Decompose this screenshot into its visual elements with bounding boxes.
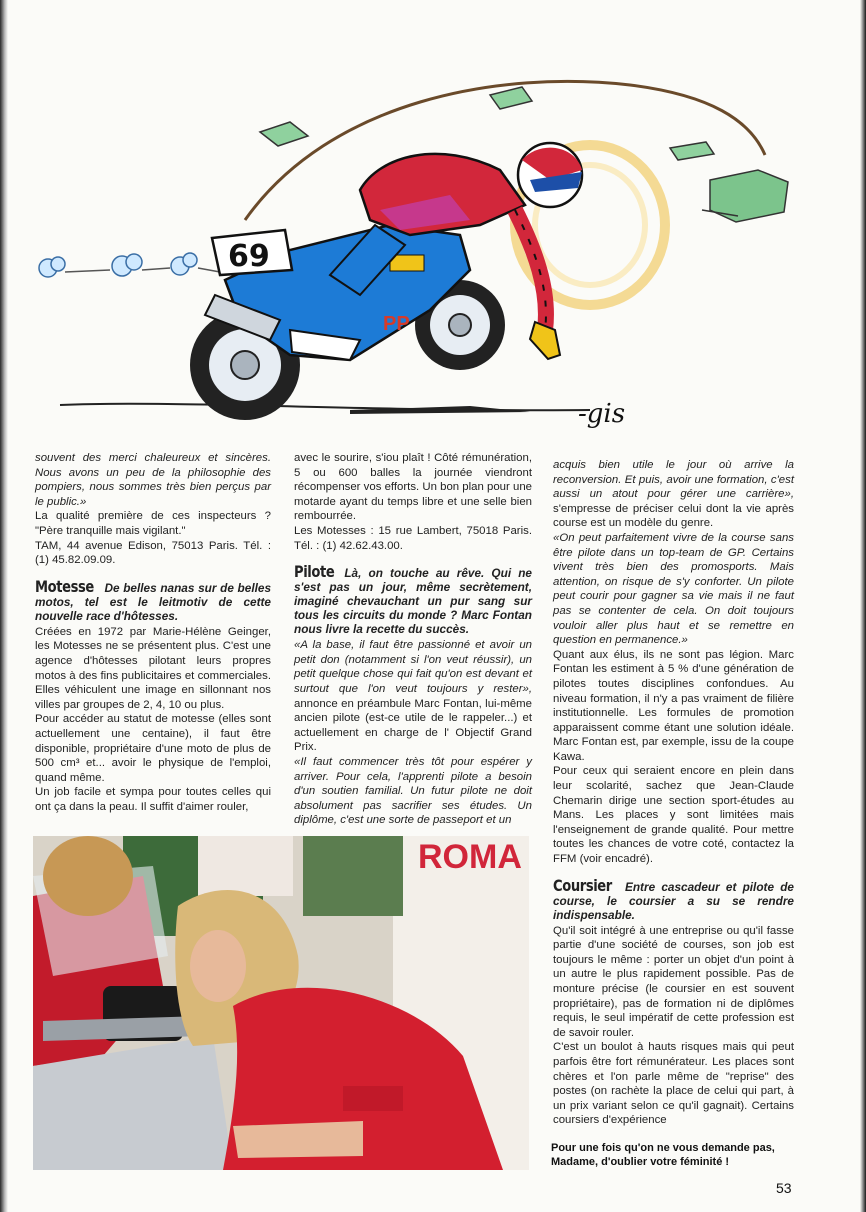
col2-attribution-1: annonce en préambule Marc Fontan, lui-même ancien pilote (est-ce utile de le rappeler...) et actuellement en charge de l' Objectif Grand Prix. [294,697,532,754]
svg-text:PP: PP [383,313,410,335]
photo-banner-text: ROMA [418,838,522,876]
col1-paragraph-2: La qualité première de ces inspecteurs ? "Père tranquille mais vigilant." [35,510,271,537]
col2-quote-1: «A la base, il faut être passionné et avoir un petit don (notamment si l'on veut réussir), un petit quelque chose qui fait qu'on est devant et surtout que l'on veut toujours y rester», [294,639,532,695]
column-3 [553,458,794,1128]
artist-signature: -gis [578,399,626,429]
heading-keyword-pilote: Pilote [294,562,335,582]
col1-paragraph-5: Pour accéder au statut de motesse (elles sont actuellement une centaine), il faut être disponible, propriétaire d'une moto de plus de 500 cm³ et... avoir le physique de l'emploi, quand même. [35,713,271,784]
section-heading-coursier [553,875,794,922]
col2-paragraph-1: avec le sourire, s'iou plaît ! Côté rémunération, 5 ou 600 balles la journée viendront récompenser vos efforts. Un bon plan pour une motarde ayant du temps libre et une selle bien rembourrée. [294,452,532,523]
glove [530,322,560,359]
page-spine-shadow [0,0,8,1212]
page-number: 53 [776,1180,792,1196]
photo-rendering [33,836,529,1170]
heading-intro-coursier: Entre cascadeur et pilote de course, le coursier a su se rendre indispensable. [553,879,794,922]
number-plate [212,230,292,275]
col3-paragraph-3: Quant aux élus, ils ne sont pas légion. Marc Fontan les estiment à 5 % d'une génération de pilotes toutes disciplines confondues. Au niveau formation, il n'y a pas vraiment de filière institutionnelle. Les formules de promotion apparaissent comme étant une solution idéale. Marc Fontan est, par exemple, issu de la coupe Kawa. [553,648,794,763]
col3-paragraph-6: C'est un boulot à hauts risques mais qui peut parfois être fort rémunérateur. Les places sont chères et l'on parle même de "reprise" des postes (on rachète la place de celui qui part, à un prix variant selon ce qu'il gagnait). Certains coursiers d'expérience [553,1041,794,1127]
col3-attribution: s'empresse de préciser celui dont la vie après course est un modèle du genre. [553,502,794,530]
bike-number: 69 [228,239,270,274]
photo-woman-with-motorcycle [33,836,529,1170]
col3-quote-2: «On peut parfaitement vivre de la course sans être pilote dans un top-team de GP. Certains vivent très bien des promosports. Mais attention, on risque de s'y conforter. Un pilote peut courir pour gagner sa vie mais il ne faut pas se contenter de cela. On doit toujours vouloir aller plus haut et se remettre en question en permanence.» [553,531,794,647]
motorcycle-cartoon-illustration [30,60,820,440]
column-1 [35,451,271,814]
col1-paragraph-1: souvent des merci chaleureux et sincères. Nous avons un peu de la philosophie des pompiers, nous sommes très bien perçus par le public.» [35,452,271,508]
helmet [518,143,582,207]
column-2 [294,451,532,828]
col1-paragraph-6: Un job facile et sympa pour toutes celles qui ont ça dans la peau. Il suffit d'aimer rouler, [35,786,271,813]
heading-keyword-coursier: Coursier [553,875,612,895]
col1-contact-tam: TAM, 44 avenue Edison, 75013 Paris. Tél. : (1) 45.82.09.09. [35,539,271,567]
heading-intro-pilote: Là, on touche au rêve. Qui ne s'est pas un jour, même secrètement, imaginé chevauchant un pur sang sur tous les circuits du monde ? Marc Fontan nous livre la recette du succès. [294,566,532,637]
col2-quote-2: «Il faut commencer très tôt pour espérer y arriver. Pour cela, l'apprenti pilote a besoin d'un soutien familial. Un futur pilote ne doit absolument pas sacrifier ses études. Un diplôme, c'est une sorte de passeport et un [294,755,532,827]
section-heading-pilote [294,562,532,637]
col3-quote-end: acquis bien utile le jour où arrive la reconversion. Et puis, avoir une formation, c'est aussi un atout pour gérer une carrière», [553,459,794,501]
heading-intro-motesse: De belles nanas sur de belles motos, tel est le leitmotiv de cette nouvelle race d'hôtesses. [35,580,271,623]
col1-paragraph-4: Créées en 1972 par Marie-Hélène Geinger, les Motesses ne se présentent plus. C'est une agence d'hôtesses pilotant leurs propres motos à des fins publicitaires et commerciales. Elles véhiculent une image en sillonnant nos villes par groupes de 2, 4, 10 ou plus. [35,625,271,711]
heading-keyword-motesse: Motesse [35,576,94,596]
col3-paragraph-1 [553,458,794,531]
photo-caption: Pour une fois qu'on ne vous demande pas, Madame, d'oublier votre féminité ! [551,1142,775,1168]
col2-paragraph-3 [294,638,532,755]
page-edge-shadow [860,0,866,1212]
col3-paragraph-4: Pour ceux qui seraient encore en plein dans leur scolarité, sachez que Jean-Claude Chemarin dirige une section sport-études au Mans. Les places y sont limitées mais l'enseignement de grande qualité. Pour mettre toutes les chances de votre coté, contactez la FFM (voir encadré). [553,765,794,866]
col3-paragraph-5: Qu'il soit intégré à une entreprise ou qu'il fasse partie d'une société de courses, son job est toujours le même : porter un objet d'un point à un autre le plus rapidement possible. Pas de monture précise (le coursier en est souvent propriétaire), pas de formation ni de diplômes requis, le seul impératif de cette profession est de savoir rouler. [553,924,794,1039]
exhaust-smoke-icon [39,253,220,277]
section-heading-motesse [35,576,271,623]
col2-contact-motesses: Les Motesses : 15 rue Lambert, 75018 Paris. Tél. : (1) 42.62.43.00. [294,524,532,552]
